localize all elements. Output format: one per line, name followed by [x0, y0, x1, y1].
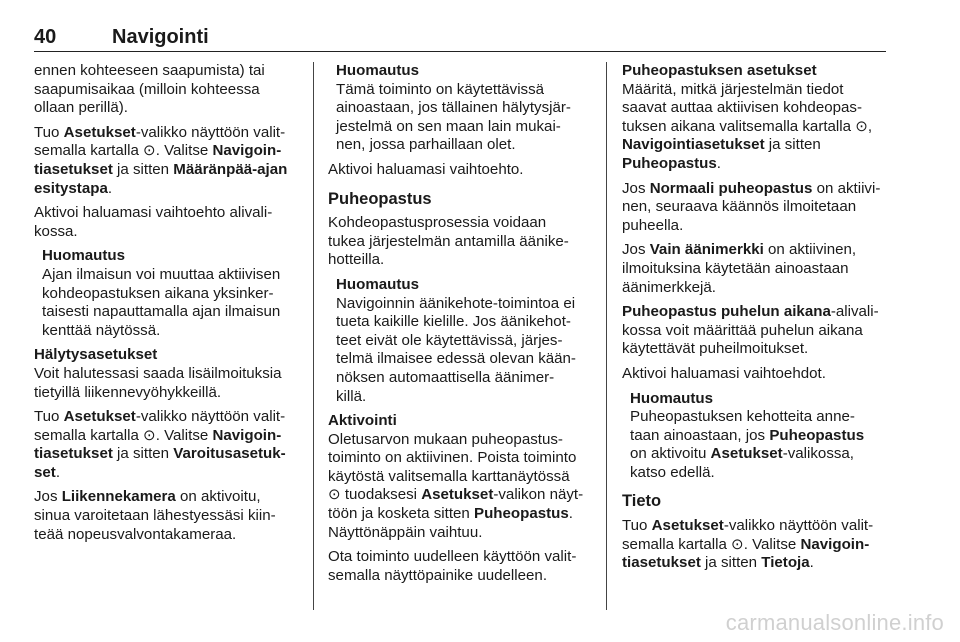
- text-line: [622, 536, 888, 555]
- text-line: Oletusarvon mukaan puheopastus-: [328, 430, 563, 448]
- text-line: kohdeopastuksen aikana yksinker-: [42, 284, 274, 302]
- text-line: käytettävät puheilmoitukset.: [622, 340, 809, 358]
- text-line: [34, 124, 300, 143]
- text-line: töön ja kosketa sitten: [328, 505, 474, 523]
- text-line: toiminto on aktiivinen. Poista toiminto: [328, 449, 577, 467]
- paragraph: [622, 365, 888, 384]
- text-line: tietyillä liikennevyöhykkeillä.: [34, 383, 222, 401]
- text-line: Ota toiminto uudelleen käyttöön valit-: [328, 548, 577, 566]
- text-line: [630, 445, 888, 464]
- text-line: -valikossa,: [782, 445, 855, 463]
- bold-text: Asetukset: [421, 486, 494, 504]
- text-line: ollaan perillä).: [34, 99, 128, 117]
- chapter-title: Navigointi: [112, 26, 209, 48]
- text-line: ja sitten: [112, 445, 174, 463]
- text-line: saapumisaikaa (milloin kohteessa: [34, 80, 260, 98]
- text-line: telmä ilmaisee edessä olevan kään-: [336, 350, 576, 368]
- bold-text: set: [34, 463, 56, 481]
- text-line: Voit halutessasi saada lisäilmoituksia: [34, 364, 282, 382]
- text-line: nen, seuraava käännös ilmoitetaan: [622, 198, 857, 216]
- text-line: [622, 554, 888, 573]
- text-line: Jos: [622, 241, 650, 259]
- text-line: on aktivoitu,: [175, 488, 261, 506]
- text-line: [622, 303, 888, 322]
- text-line: -valikko näyttöön valit-: [135, 123, 286, 141]
- bold-text: Määränpää-ajan: [173, 160, 288, 178]
- bold-text: Puheopastus: [474, 505, 569, 523]
- paragraph: [34, 204, 300, 241]
- text-line: Määritä, mitkä järjestelmän tiedot: [622, 80, 844, 98]
- text-line: käytöstä valitsemalla karttanäytössä: [328, 467, 570, 485]
- text-line: [622, 180, 888, 199]
- text-line: puheella.: [622, 216, 684, 234]
- page-header: [34, 26, 886, 52]
- text-line: taan ainoastaan, jos: [630, 426, 770, 444]
- text-line: taisesti napauttamalla ajan ilmaisun: [42, 303, 281, 321]
- text-line: [34, 427, 300, 446]
- note-title: Huomautus: [42, 247, 126, 265]
- text-line: Kohdeopastusprosessia voidaan: [328, 214, 547, 232]
- text-line: Tuo: [34, 123, 64, 141]
- note-title: Huomautus: [630, 389, 714, 407]
- text-line: ennen kohteeseen saapumista) tai: [34, 62, 265, 79]
- text-line: tueta kaikille kielille. Jos äänikehot-: [336, 313, 571, 331]
- text-line: -valikko näyttöön valit-: [723, 517, 874, 535]
- text-line: semalla näyttöpainike uudelleen.: [328, 566, 548, 584]
- paragraph: [34, 124, 300, 198]
- text-line: on aktiivi-: [812, 179, 881, 197]
- text-line: katso edellä.: [630, 463, 715, 481]
- note-box: [336, 62, 596, 155]
- header-rule: [34, 51, 886, 52]
- section: [34, 346, 300, 402]
- note-title: Huomautus: [336, 275, 420, 293]
- text-line: [34, 180, 300, 199]
- bold-text: Varoitusasetuk-: [173, 445, 286, 463]
- paragraph: [328, 161, 596, 180]
- bold-text: Puheopastus puhelun aikana: [622, 303, 831, 321]
- bold-text: Tietoja: [761, 554, 810, 572]
- bold-text: tiasetukset: [622, 554, 701, 572]
- column-divider: [313, 62, 314, 610]
- text-line: [622, 155, 888, 174]
- paragraph: [328, 548, 596, 585]
- text-line: ⊙ tuodaksesi: [328, 486, 422, 504]
- text-line: Puheopastuksen kehotteita anne-: [630, 408, 855, 426]
- note-box: [630, 390, 888, 483]
- bold-text: tiasetukset: [34, 160, 113, 178]
- text-line: [328, 486, 596, 505]
- section: [328, 412, 596, 542]
- text-line: sinua varoitetaan lähestyessäsi kiin-: [34, 507, 276, 525]
- section-title: Hälytysasetukset: [34, 346, 158, 364]
- bold-text: Asetukset: [710, 445, 783, 463]
- bold-text: Asetukset: [651, 517, 724, 535]
- text-line: Näyttönäppäin vaihtuu.: [328, 523, 483, 541]
- text-line: tuksen aikana valitsemalla kartalla ⊙,: [622, 117, 873, 135]
- text-line: hotteilla.: [328, 251, 385, 269]
- section: [622, 62, 888, 174]
- text-line: kossa voit määrittää puhelun aikana: [622, 321, 863, 339]
- text-line: teää nopeusvalvontakameraa.: [34, 525, 237, 543]
- text-line: jestelmä on sen maan lain mukai-: [336, 117, 561, 135]
- bold-text: Navigoin-: [212, 142, 282, 160]
- text-line: .: [55, 463, 61, 481]
- section-heading: Puheopastus: [328, 189, 432, 208]
- text-line: ja sitten: [112, 160, 174, 178]
- text-line: Ajan ilmaisun voi muuttaa aktiivisen: [42, 265, 281, 283]
- bold-text: esitystapa: [34, 179, 108, 197]
- bold-text: Navigoin-: [800, 535, 870, 553]
- text-line: .: [568, 505, 573, 523]
- bold-text: Asetukset: [63, 408, 136, 426]
- text-line: .: [716, 154, 721, 172]
- section-title: Aktivointi: [328, 412, 397, 430]
- text-line: äänimerkkejä.: [622, 278, 716, 296]
- text-line: nen, jossa parhaillaan olet.: [336, 136, 516, 154]
- column-3: [622, 62, 888, 579]
- paragraph: [34, 488, 300, 544]
- text-line: nöksen automaattisella äänimer-: [336, 368, 555, 386]
- bold-text: Liikennekamera: [61, 488, 176, 506]
- text-line: saavat auttaa aktiivisen kohdeopas-: [622, 99, 862, 117]
- bold-text: Navigointiasetukset: [622, 136, 765, 154]
- watermark: carmanualsonline.info: [725, 610, 944, 635]
- text-line: on aktivoitu: [630, 445, 711, 463]
- text-line: semalla kartalla ⊙. Valitse: [34, 142, 213, 160]
- text-line: ja sitten: [764, 136, 821, 154]
- paragraph: [622, 241, 888, 297]
- text-line: [622, 517, 888, 536]
- text-line: Navigoinnin äänikehote-toimintoa ei: [336, 294, 576, 312]
- text-line: semalla kartalla ⊙. Valitse: [622, 535, 801, 553]
- text-line: teet eivät ole käytettävissä, järjes-: [336, 331, 563, 349]
- text-line: semalla kartalla ⊙. Valitse: [34, 426, 213, 444]
- text-line: [622, 136, 888, 155]
- page-number: 40: [34, 26, 57, 48]
- text-line: Aktivoi haluamasi vaihtoehto.: [328, 160, 524, 178]
- text-line: [34, 488, 300, 507]
- text-line: -alivali-: [830, 303, 879, 321]
- column-divider: [606, 62, 607, 610]
- text-line: on aktiivinen,: [763, 241, 857, 259]
- text-line: [34, 408, 300, 427]
- column-2: [328, 62, 596, 591]
- paragraph: [34, 62, 300, 118]
- bold-text: tiasetukset: [34, 445, 113, 463]
- paragraph: [328, 214, 596, 270]
- text-line: Aktivoi haluamasi vaihtoehdot.: [622, 364, 826, 382]
- paragraph: [622, 180, 888, 236]
- bold-text: Normaali puheopastus: [649, 179, 813, 197]
- text-line: kenttää näytössä.: [42, 321, 161, 339]
- text-line: .: [107, 179, 113, 197]
- text-line: -valikko näyttöön valit-: [135, 408, 286, 426]
- text-line: [34, 142, 300, 161]
- text-line: tukea järjestelmän antamilla äänike-: [328, 232, 569, 250]
- text-line: ilmoituksina käytetään ainoastaan: [622, 259, 849, 277]
- text-line: Tämä toiminto on käytettävissä: [336, 80, 545, 98]
- bold-text: Vain äänimerkki: [649, 241, 764, 259]
- column-1: [34, 62, 300, 550]
- note-title: Huomautus: [336, 62, 420, 79]
- text-line: [34, 464, 300, 483]
- paragraph: [622, 517, 888, 573]
- text-line: [34, 445, 300, 464]
- text-line: .: [809, 554, 814, 572]
- section-heading: Tieto: [622, 492, 662, 511]
- text-line: [34, 161, 300, 180]
- bold-text: Puheopastus: [769, 426, 865, 444]
- text-line: Jos: [622, 179, 650, 197]
- text-line: kossa.: [34, 222, 78, 240]
- text-line: Aktivoi haluamasi vaihtoehto alivali-: [34, 204, 273, 222]
- text-line: Jos: [34, 488, 62, 506]
- bold-text: Puheopastus: [622, 154, 717, 172]
- text-line: ja sitten: [700, 554, 762, 572]
- bold-text: Navigoin-: [212, 426, 282, 444]
- text-line: Tuo: [622, 517, 652, 535]
- paragraph: [622, 303, 888, 359]
- text-line: Tuo: [34, 408, 64, 426]
- note-box: [42, 247, 300, 340]
- text-line: [328, 505, 596, 524]
- bold-text: Asetukset: [63, 123, 136, 141]
- text-line: -valikon näyt-: [493, 486, 584, 504]
- paragraph: [34, 408, 300, 482]
- note-box: [336, 276, 596, 406]
- section-title: Puheopastuksen asetukset: [622, 62, 817, 79]
- text-line: [622, 241, 888, 260]
- text-line: ainoastaan, jos tällainen hälytysjär-: [336, 99, 571, 117]
- text-line: [630, 427, 888, 446]
- text-line: killä.: [336, 387, 367, 405]
